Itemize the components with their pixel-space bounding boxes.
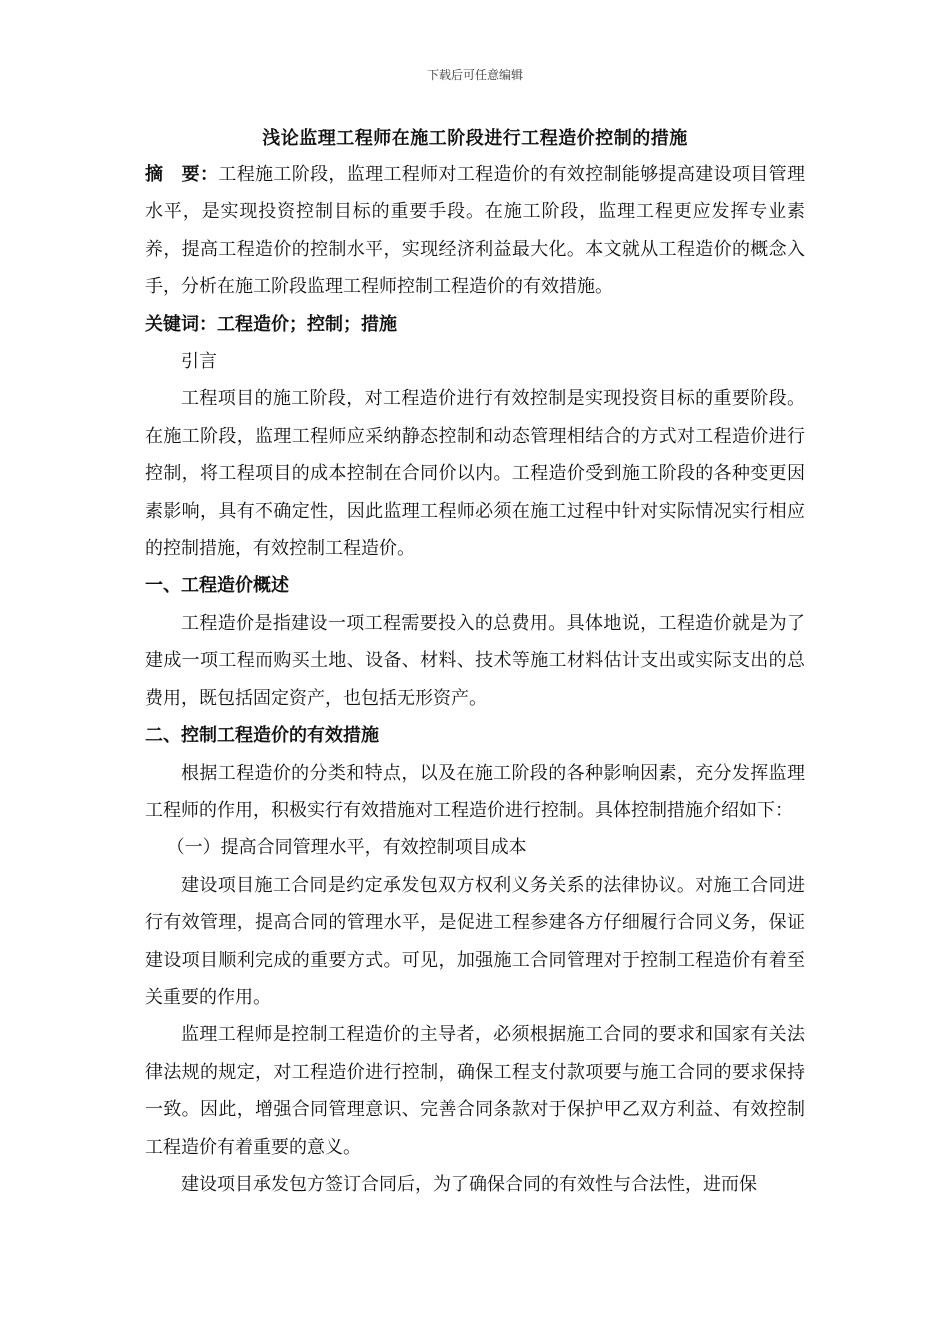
subsection1-paragraph-3: 建设项目承发包方签订合同后，为了确保合同的有效性与合法性，进而保	[181, 1173, 757, 1195]
section2-heading: 二、控制工程造价的有效措施	[145, 725, 379, 747]
keywords-line: 关键词：工程造价；控制；措施	[145, 313, 397, 335]
document-body	[145, 156, 805, 1203]
abstract-text: 工程施工阶段，监理工程师对工程造价的有效控制能够提高建设项目管理水平，是实现投资控制目标的重要手段。在施工阶段，监理工程更应发挥专业素养，提高工程造价的控制水平，实现经济利益最大化。本文就从工程造价的概念入手，分析在施工阶段监理工程师控制工程造价的有效措施。	[145, 164, 806, 298]
header-note: 下载后可任意编辑	[426, 68, 523, 82]
document-title: 浅论监理工程师在施工阶段进行工程造价控制的措施	[262, 128, 688, 149]
intro-heading: 引言	[181, 351, 217, 373]
intro-paragraph: 工程项目的施工阶段，对工程造价进行有效控制是实现投资目标的重要阶段。在施工阶段，监理工程师应采纳静态控制和动态管理相结合的方式对工程造价进行控制，将工程项目的成本控制在合同价以内。工程造价受到施工阶段的各种变更因素影响，具有不确定性，因此监理工程师必须在施工过程中针对实际情况实行相应的控制措施，有效控制工程造价。	[145, 388, 805, 560]
abstract-label: 摘 要：	[145, 164, 219, 185]
abstract-paragraph	[145, 156, 805, 306]
section1-heading: 一、工程造价概述	[145, 575, 289, 597]
section1-paragraph: 工程造价是指建设一项工程需要投入的总费用。具体地说，工程造价就是为了建成一项工程而购买土地、设备、材料、技术等施工材料估计支出或实际支出的总费用，既包括固定资产，也包括无形资产。	[145, 612, 805, 709]
subsection1-paragraph-1: 建设项目施工合同是约定承发包双方权利义务关系的法律协议。对施工合同进行有效管理，提高合同的管理水平，是促进工程参建各方仔细履行合同义务，保证建设项目顺利完成的重要方式。可见，加强施工合同管理对于控制工程造价有着至关重要的作用。	[145, 874, 805, 1008]
subsection1-heading: （一）提高合同管理水平，有效控制项目成本	[166, 837, 527, 859]
subsection1-paragraph-2: 监理工程师是控制工程造价的主导者，必须根据施工合同的要求和国家有关法律法规的规定，对工程造价进行控制，确保工程支付款项要与施工合同的要求保持一致。因此，增强合同管理意识、完善合同条款对于保护甲乙双方利益、有效控制工程造价有着重要的意义。	[145, 1024, 805, 1158]
section2-paragraph: 根据工程造价的分类和特点，以及在施工阶段的各种影响因素，充分发挥监理工程师的作用，积极实行有效措施对工程造价进行控制。具体控制措施介绍如下：	[145, 762, 805, 821]
